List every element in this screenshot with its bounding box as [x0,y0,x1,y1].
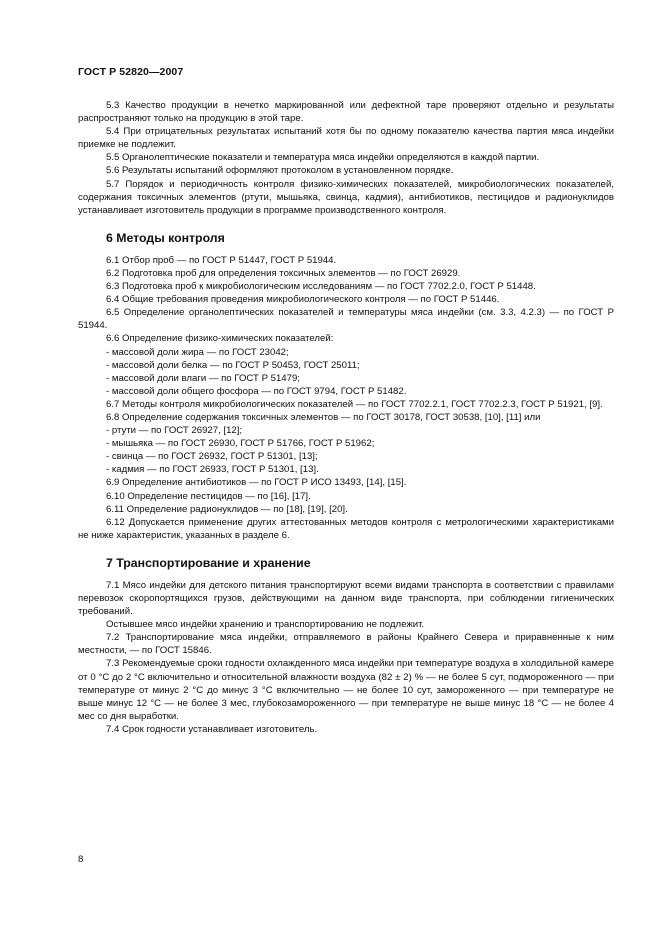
paragraph-6-4: 6.4 Общие требования проведения микробиологического контроля — по ГОСТ Р 51446. [106,294,500,306]
document-header: ГОСТ Р 52820—2007 [78,66,184,78]
paragraph-7-1-note: Остывшее мясо индейки хранению и транспортированию не подлежит. [106,619,425,631]
list-item-lead: - свинца — по ГОСТ 26932, ГОСТ Р 51301, [13]; [106,451,318,463]
paragraph-7-2: 7.2 Транспортирование мяса индейки, отправляемого в районы Крайнего Севера и приравненные к ним местности, — по ГОСТ 15846. [78,632,614,657]
paragraph-6-9: 6.9 Определение антибиотиков — по ГОСТ Р ИСО 13493, [14], [15]. [106,477,407,489]
section-7-heading: 7 Транспортирование и хранение [106,555,311,570]
paragraph-7-1: 7.1 Мясо индейки для детского питания транспортируют всеми видами транспорта в соответствии с правилами перевозок скоропортящихся грузов, действующими на данном виде транспорта, при соблюдении гигиенических требований. [78,579,614,618]
paragraph-5-5: 5.5 Органолептические показатели и температура мяса индейки определяются в каждой партии. [106,152,540,164]
paragraph-5-7: 5.7 Порядок и периодичность контроля физико-химических показателей, микробиологических показателей, содержания токсичных элементов (ртути, мышьяка, свинца, кадмия), антибиотиков, пестицидов и радионуклидов устанавливает изготовитель продукции в программе производственного контроля. [78,178,614,216]
list-item-cadmium: - кадмия — по ГОСТ 26933, ГОСТ Р 51301, [13]. [106,464,319,476]
paragraph-5-6: 5.6 Результаты испытаний оформляют протоколом в установленном порядке. [106,165,454,177]
paragraph-6-5: 6.5 Определение органолептических показателей и температуры мяса индейки (см. 3.3, 4.2.3) — по ГОСТ Р 51944. [78,307,614,332]
paragraph-6-1: 6.1 Отбор проб — по ГОСТ Р 51447, ГОСТ Р 51944. [106,254,337,266]
paragraph-6-6: 6.6 Определение физико-химических показателей: [106,333,334,345]
paragraph-6-3: 6.3 Подготовка проб к микробиологическим исследованиям — по ГОСТ 7702.2.0, ГОСТ Р 51448. [106,281,536,293]
paragraph-6-2: 6.2 Подготовка проб для определения токсичных элементов — по ГОСТ 26929. [106,267,461,279]
list-item-protein: - массовой доли белка — по ГОСТ Р 50453, ГОСТ 25011; [106,359,360,371]
paragraph-6-7: 6.7 Методы контроля микробиологических показателей — по ГОСТ 7702.2.1, ГОСТ 7702.2.3, ГОСТ Р 51921, [9]. [106,398,603,410]
list-item-phosphorus: - массовой доли общего фосфора — по ГОСТ 9794, ГОСТ Р 51482. [106,385,407,397]
paragraph-7-4: 7.4 Срок годности устанавливает изготовитель. [106,723,318,735]
paragraph-7-3: 7.3 Рекомендуемые сроки годности охлажденного мяса индейки при температуре воздуха в холодильной камере от 0 °С до 2 °С включительно и относительной влажности воздуха (82 ± 2) % — не более 5 сут, подмороженного — при температуре от минус 2 °С до минус 3 °С включительно — не более 10 сут, замороженного — при температуре не выше минус 12 °С — не более 3 мес, глубокозамороженного — при температуре не выше минус 18 °С — не более 4 мес со дня выработки. [78,658,614,722]
list-item-arsenic: - мышьяка — по ГОСТ 26930, ГОСТ Р 51766, ГОСТ Р 51962; [106,438,375,450]
paragraph-6-8: 6.8 Определение содержания токсичных элементов — по ГОСТ 30178, ГОСТ 30538, [10], [11] или [106,411,541,423]
list-item-moisture: - массовой доли влаги — по ГОСТ Р 51479; [106,372,300,384]
paragraph-5-4: 5.4 При отрицательных результатах испытаний хотя бы по одному показателю качества партия мяса индейки приемке не подлежит. [78,126,614,151]
list-item-mercury: - ртути — по ГОСТ 26927, [12]; [106,425,243,437]
paragraph-6-12: 6.12 Допускается применение других аттестованных методов контроля с метрологическими характеристиками не ниже характеристик, указанных в разделе 6. [78,516,614,541]
paragraph-5-3: 5.3 Качество продукции в нечетко маркированной или дефектной таре проверяют отдельно и результаты распространяют только на продукцию в этой таре. [78,100,614,125]
page-body [78,99,614,736]
page-number: 8 [78,854,84,865]
list-item-fat: - массовой доли жира — по ГОСТ 23042; [106,346,289,358]
paragraph-6-11: 6.11 Определение радионуклидов — по [18], [19], [20]. [106,503,348,515]
section-6-heading: 6 Методы контроля [106,230,225,245]
paragraph-6-10: 6.10 Определение пестицидов — по [16], [17]. [106,490,311,502]
